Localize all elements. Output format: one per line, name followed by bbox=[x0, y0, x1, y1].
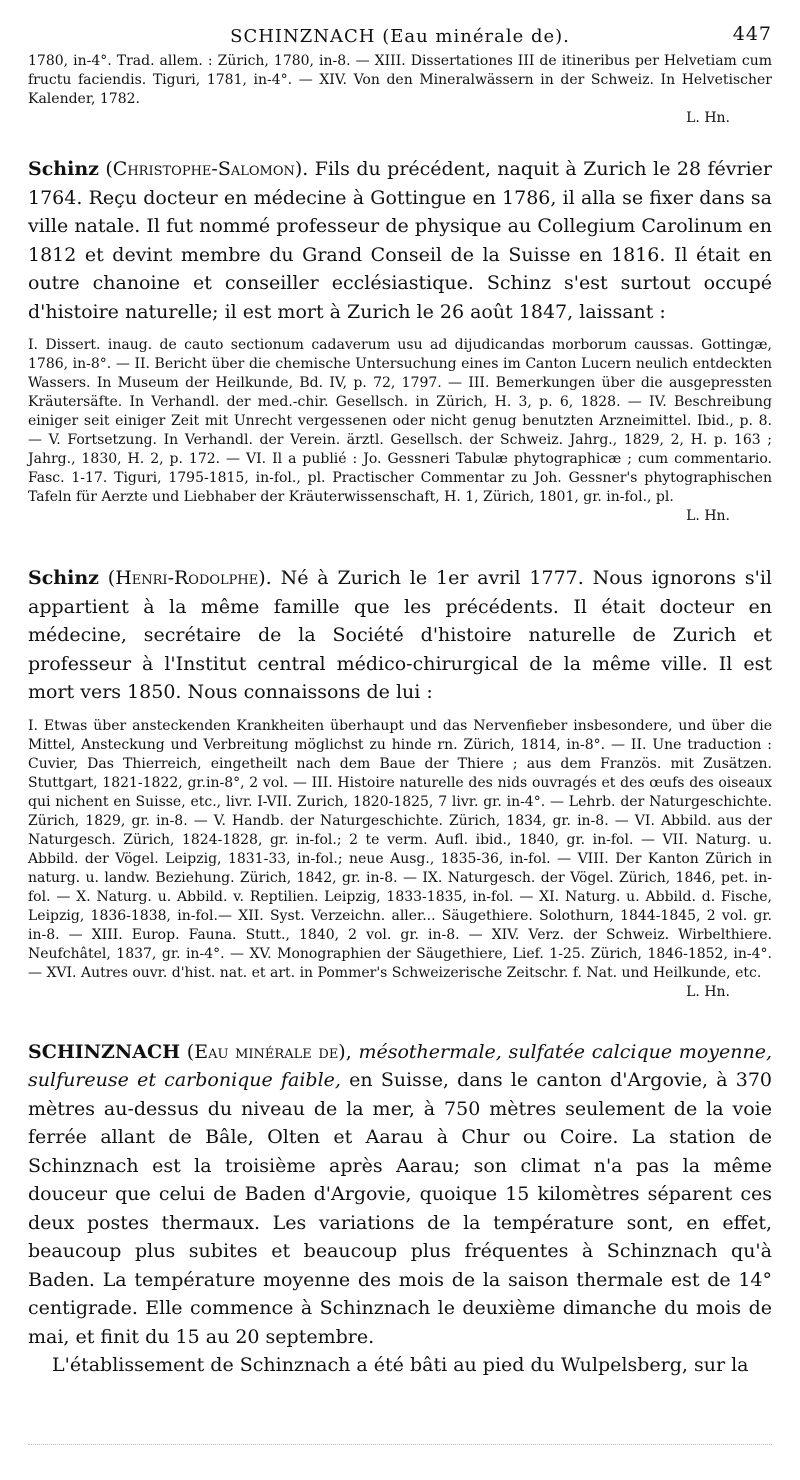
works-list-christophe-salomon bbox=[28, 336, 772, 526]
continuation-text: 1780, in-4°. Trad. allem. : Zürich, 1780, in-8. — XIII. Dissertationes III de itineribus per Helvetiam cum fructu faciendis. Tiguri, 1781, in-4°. — XIV. Von den Mineralwässern in der Schweiz. In Helvetischer Kalender, 1782. bbox=[28, 53, 772, 107]
entry-headword: SCHINZNACH bbox=[28, 1040, 181, 1063]
entry-classification: mésothermale, sulfatée calcique moyenne, sulfureuse et carbonique faible, bbox=[28, 1040, 772, 1091]
entry-signature: L. Hn. bbox=[686, 508, 730, 524]
entry-body: Fils du précédent, naquit à Zurich le 28 février 1764. Reçu docteur en médecine à Gottingue en 1786, il alla se fixer dans sa ville natale. Il fut nommé professeur de physique au Collegium Carolinum en 1812 et devint membre du Grand Conseil de la Suisse en 1816. Il était en outre chanoine et conseiller ecclésiastique. Schinz s'est surtout occupé d'histoire naturelle; il est mort à Zurich le 26 août 1847, laissant : bbox=[28, 158, 772, 323]
entry-signature: L. Hn. bbox=[686, 983, 730, 1000]
entry-given-names: (Henri-Rodolphe). bbox=[107, 567, 272, 589]
bottom-print-noise bbox=[28, 1444, 772, 1446]
entry-continuation-line: L'établissement de Schinznach a été bâti au pied du Wulpelsberg, sur la bbox=[52, 1354, 749, 1376]
entry-body: Né à Zurich le 1er avril 1777. Nous ignorons s'il appartient à la même famille que les précédents. Il était docteur en médecine, secrétaire de la Société d'histoire naturelle de Zurich et professeur à l'Institut central médico-chirurgical de la même ville. Il est mort vers 1850. Nous connaissons de lui : bbox=[28, 567, 772, 703]
running-header bbox=[28, 23, 772, 52]
entry-henri-rodolphe bbox=[28, 564, 772, 707]
continuation-paragraph bbox=[28, 52, 772, 128]
entry-headword: Schinz bbox=[28, 567, 99, 589]
page-number: 447 bbox=[732, 23, 772, 45]
entry-christophe-salomon bbox=[28, 155, 772, 326]
continuation-signature: L. Hn. bbox=[686, 110, 730, 126]
entry-given-names: (Christophe-Salomon). bbox=[105, 158, 309, 180]
works-text: I. Etwas über ansteckenden Krankheiten überhaupt und das Nervenfieber insbesondere, und über die Mittel, Ansteckung und Verbreitung möglichst zu hinde rn. Zürich, 1814, in-8°. — II. Une traduction : Cuvier, Das Thierreich, eingetheilt nach dem Baue der Thiere ; aus dem Französ. mit Zusätzen. Stuttgart, 1821-1822, gr.in-8°, 2 vol. — III. Histoire naturelle des nids ouvragés et des œufs des oiseaux qui nichent en Suisse, etc., livr. I-VII. Zurich, 1820-1825, 7 livr. gr. in-4°. — Lehrb. der Naturgeschichte. Zürich, 1829, gr. in-8. — V. Handb. der Naturgeschichte. Zürich, 1834, gr. in-8. — VI. Abbild. aus der Naturgesch. Zürich, 1824-1828, gr. in-fol.; 2 te verm. Aufl. ibid., 1840, gr. in-fol. — VII. Naturg. u. Abbild. der Vögel. Leipzig, 1831-33, in-fol.; neue Ausg., 1835-36, in-fol. — VIII. Der Kanton Zürich in naturg. u. landw. Beziehung. Zürich, 1842, gr. in-8. — IX. Naturgesch. der Vögel. Zürich, 1846, pet. in-fol. — X. Naturg. u. Abbild. v. Reptilien. Leipzig, 1833-1835, in-fol. — XI. Naturg. u. Abbild. d. Fische, Leipzig, 1836-1838, in-fol.— XII. Syst. Verzeichn. aller... Säugethiere. Solothurn, 1844-1845, 2 vol. gr. in-8. — XIII. Europ. Fauna. Stutt., 1840, 2 vol. gr. in-8. — XIV. Verz. der Schweiz. Wirbelthiere. Neufchâtel, 1837, gr. in-4°. — XV. Monographien der Säugethiere, Lief. 1-25. Zürich, 1846-1852, in-4°. — XVI. Autres ouvr. d'hist. nat. et art. in Pommer's Schweizerische Zeitschr. f. Nat. und Heilkunde, etc. bbox=[28, 717, 772, 981]
document-page bbox=[28, 23, 772, 1380]
works-text: I. Dissert. inaug. de cauto sectionum cadaverum usu ad dijudicandas morborum caussas. Gottingæ, 1786, in-8°. — II. Bericht über die chemische Untersuchung eines im Canton Lucern neulich entdeckten Wassers. In Museum der Heilkunde, Bd. IV, p. 72, 1797. — III. Bemerkungen über die ausgepressten Kräutersäfte. In Verhandl. der med.-chir. Gesellsch. in Zürich, H. 3, p. 6, 1828. — IV. Beschreibung einiger seit einiger Zeit mit Unrecht vergessenen oder nicht genug benutzten Arzneimittel. Ibid., p. 8. — V. Fortsetzung. In Verhandl. der Verein. ärztl. Gesellsch. der Schweiz. Jahrg., 1829, 2, H. p. 163 ; Jahrg., 1830, H. 2, p. 172. — VI. Il a publié : Jo. Gessneri Tabulæ phytographicæ ; cum commentario. Fasc. 1-17. Tiguri, 1795-1815, in-fol., pl. Practischer Commentar zu Joh. Gessner's phytographischen Tafeln für Aerzte und Liebhaber der Kräuterwissenschaft, H. 1, Zürich, 1801, gr. in-fol., pl. bbox=[28, 337, 772, 505]
running-title: SCHINZNACH (Eau minérale de). bbox=[230, 26, 570, 47]
entry-body: en Suisse, dans le canton d'Argovie, à 370 mètres au-dessus du niveau de la mer, à 750 mètres seulement de la voie ferrée allant de Bâle, Olten et Aarau à Chur ou Coire. La station de Schinznach est la troisième après Aarau; son climat n'a pas la même douceur que celui de Baden d'Argovie, quoique 15 kilomètres séparent ces deux postes thermaux. Les variations de la température sont, en effet, beaucoup plus subites et beaucoup plus fréquentes à Schinznach qu'à Baden. La température moyenne des mois de la saison thermale est de 14° centigrade. Elle commence à Schinznach le deuxième dimanche du mois de mai, et finit du 15 au 20 septembre. bbox=[28, 1069, 772, 1348]
entry-subtitle: (Eau minérale de), bbox=[186, 1040, 352, 1063]
works-list-henri-rodolphe bbox=[28, 717, 772, 1002]
entry-headword: Schinz bbox=[28, 158, 99, 180]
entry-schinznach bbox=[28, 1038, 772, 1352]
